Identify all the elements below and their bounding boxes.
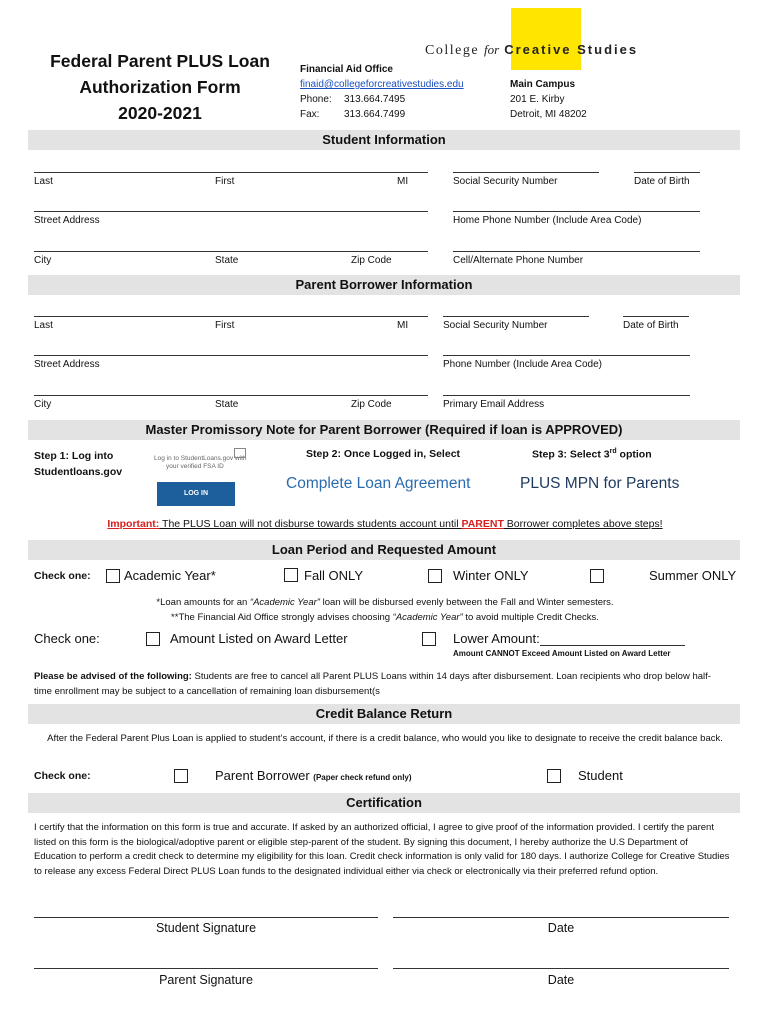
loan-note-2c: to avoid multiple Credit Checks. [462, 612, 599, 623]
student-info-heading: Student Information [28, 130, 740, 150]
credit-balance-text: After the Federal Parent Plus Loan is applied to student’s account, if there is a credit balance, who would you like to designate to receive the credit balance back. [47, 733, 723, 744]
student-name-line[interactable] [34, 172, 428, 173]
form-title-year: 2020-2021 [118, 103, 202, 123]
form-title [40, 48, 280, 126]
student-city-label: City [34, 255, 52, 266]
loan-note-2b: “Academic Year” [392, 612, 463, 623]
plus-mpn-parents-option[interactable]: PLUS MPN for Parents [520, 475, 680, 492]
credit-balance-heading: Credit Balance Return [28, 704, 740, 724]
logo-word-for: for [484, 42, 500, 57]
campus-city: Detroit, MI 48202 [510, 109, 587, 120]
mpn-step3 [532, 448, 652, 461]
parent-borrower-checkbox[interactable] [174, 769, 188, 783]
logo-word-college: College [425, 43, 480, 58]
student-ssn-line[interactable] [453, 172, 599, 173]
phone-label: Phone: [300, 94, 332, 105]
student-home-phone-label: Home Phone Number (Include Area Code) [453, 215, 642, 226]
important-label: Important: [107, 518, 160, 530]
advise-text: Students are free to cancel all Parent PLUS Loans within 14 days after disbursement. Loan recipients who drop below half-time enrollment may be subject to a cancellation of remaining loan disbursement(s [34, 671, 711, 697]
loan-notes [0, 595, 770, 625]
certification-heading: Certification [28, 793, 740, 813]
login-text-line1: Log in to StudentLoans.gov with [154, 455, 247, 462]
loan-note-2a: **The Financial Aid Office strongly advises choosing [171, 612, 393, 623]
form-title-line2: Authorization Form [79, 77, 241, 97]
student-zip-label: Zip Code [351, 255, 392, 266]
college-logo [425, 42, 638, 59]
parent-mi-label: MI [397, 320, 409, 331]
phone-value: 313.664.7495 [344, 94, 406, 105]
winter-only-checkbox[interactable] [428, 569, 442, 583]
student-first-label: First [215, 176, 235, 187]
advise-paragraph [34, 670, 724, 699]
parent-date-label: Date [547, 973, 575, 987]
parent-last-label: Last [34, 320, 53, 331]
summer-only-label: Summer ONLY [649, 568, 737, 583]
lower-amount-note: Amount CANNOT Exceed Amount Listed on Award Letter [453, 649, 671, 658]
loan-note-1 [0, 595, 770, 610]
parent-borrower-refund [215, 768, 412, 783]
fax-label: Fax: [300, 109, 320, 120]
campus-title: Main Campus [510, 79, 576, 90]
student-refund-checkbox[interactable] [547, 769, 561, 783]
loan-note-1a: *Loan amounts for an [156, 597, 250, 608]
logo-word-creative-studies: Creative Studies [504, 42, 639, 57]
important-text2: Borrower completes above steps! [503, 518, 663, 530]
main-campus-address [510, 77, 587, 122]
parent-date-line[interactable] [393, 968, 729, 969]
summer-only-checkbox[interactable] [590, 569, 604, 583]
winter-only-label: Winter ONLY [453, 568, 529, 583]
parent-street-line[interactable] [34, 355, 428, 356]
parent-first-label: First [215, 320, 235, 331]
mpn-step2: Step 2: Once Logged in, Select [306, 448, 461, 460]
office-title: Financial Aid Office [300, 64, 393, 75]
loan-note-2 [0, 610, 770, 625]
parent-dob-label: Date of Birth [623, 320, 679, 331]
student-signature-label: Student Signature [155, 921, 257, 935]
parent-ssn-label: Social Security Number [443, 320, 548, 331]
parent-borrower-note: (Paper check refund only) [313, 773, 412, 782]
parent-signature-line[interactable] [34, 968, 378, 969]
loan-note-1c: loan will be disbursed evenly between the Fall and Winter semesters. [319, 597, 614, 608]
fall-only-label: Fall ONLY [304, 568, 363, 583]
parent-email-line[interactable] [443, 395, 690, 396]
parent-dob-line[interactable] [623, 316, 689, 317]
step3-prefix: Step 3: Select 3 [532, 448, 610, 461]
parent-street-label: Street Address [34, 359, 100, 370]
mpn-step1 [34, 448, 122, 480]
student-mi-label: MI [397, 176, 409, 187]
important-text1: The PLUS Loan will not disburse towards students account until [159, 518, 462, 530]
parent-borrower-label: Parent Borrower [215, 768, 310, 783]
login-text-line2: your verified FSA ID [166, 463, 224, 470]
student-last-label: Last [34, 176, 53, 187]
step1-line1: Step 1: Log into [34, 450, 114, 462]
mpn-heading: Master Promissory Note for Parent Borrower (Required if loan is APPROVED) [28, 420, 740, 440]
check-one-label-1: Check one: [34, 570, 91, 582]
parent-city-label: City [34, 399, 52, 410]
student-cell-label: Cell/Alternate Phone Number [453, 255, 584, 266]
step3-sup: rd [609, 448, 617, 455]
parent-city-line[interactable] [34, 395, 428, 396]
academic-year-checkbox[interactable] [106, 569, 120, 583]
student-ssn-label: Social Security Number [453, 176, 558, 187]
parent-state-label: State [215, 399, 239, 410]
student-state-label: State [215, 255, 239, 266]
complete-loan-agreement-option[interactable]: Complete Loan Agreement [286, 475, 471, 492]
step3-suffix: option [616, 448, 652, 461]
parent-name-line[interactable] [34, 316, 428, 317]
lower-amount-label: Lower Amount: [453, 631, 540, 646]
student-refund-label: Student [578, 768, 623, 783]
student-dob-line[interactable] [634, 172, 700, 173]
student-date-label: Date [547, 921, 575, 935]
certification-text: I certify that the information on this form is true and accurate. If asked by an authorized official, I agree to give proof of the information provided. I certify the parent listed on this form is the biological/adoptive parent or eligible step-parent of the student. By signing this document, I hereby authorize the U.S Department of Education to perform a credit check to determine my eligibility for this loan. Credit check information is only valid for 180 days. I authorize College for Creative Studies to release any excess Federal Direct PLUS Loan funds to the designated individual either via check or electronically via their preferred refund option. [34, 822, 730, 877]
form-title-line1: Federal Parent PLUS Loan [50, 51, 270, 71]
loan-note-1b: “Academic Year” [249, 597, 320, 608]
document-icon [234, 448, 246, 458]
lower-amount-field[interactable] [540, 645, 685, 646]
parent-email-label: Primary Email Address [443, 399, 545, 410]
student-dob-label: Date of Birth [634, 176, 690, 187]
student-home-phone-line[interactable] [453, 211, 700, 212]
student-street-label: Street Address [34, 215, 100, 226]
parent-signature-label: Parent Signature [159, 973, 253, 987]
step1-line2: Studentloans.gov [34, 466, 123, 478]
check-one-label-2: Check one: [34, 631, 100, 646]
email-link[interactable]: finaid@collegeforcreativestudies.edu [300, 79, 464, 90]
student-street-line[interactable] [34, 211, 428, 212]
parent-phone-line[interactable] [443, 355, 690, 356]
financial-aid-contact [300, 62, 464, 122]
important-parent: PARENT [461, 518, 504, 530]
college-logo-block [511, 8, 581, 70]
advise-bold: Please be advised of the following: [34, 671, 192, 682]
parent-zip-label: Zip Code [351, 399, 392, 410]
parent-info-heading: Parent Borrower Information [28, 275, 740, 295]
parent-ssn-line[interactable] [443, 316, 589, 317]
studentloans-login-image [144, 445, 254, 507]
student-date-line[interactable] [393, 917, 729, 918]
academic-year-label: Academic Year* [124, 568, 216, 583]
student-cell-line[interactable] [453, 251, 700, 252]
campus-street: 201 E. Kirby [510, 94, 565, 105]
amount-award-checkbox[interactable] [146, 632, 160, 646]
amount-award-label: Amount Listed on Award Letter [170, 631, 348, 646]
student-city-line[interactable] [34, 251, 428, 252]
student-signature-line[interactable] [34, 917, 378, 918]
important-notice [0, 518, 770, 530]
fax-value: 313.664.7499 [344, 109, 406, 120]
lower-amount-checkbox[interactable] [422, 632, 436, 646]
check-one-label-3: Check one: [34, 770, 91, 782]
login-button[interactable]: LOG IN [157, 482, 235, 506]
parent-phone-label: Phone Number (Include Area Code) [443, 359, 602, 370]
fall-only-checkbox[interactable] [284, 568, 298, 582]
loan-period-heading: Loan Period and Requested Amount [28, 540, 740, 560]
